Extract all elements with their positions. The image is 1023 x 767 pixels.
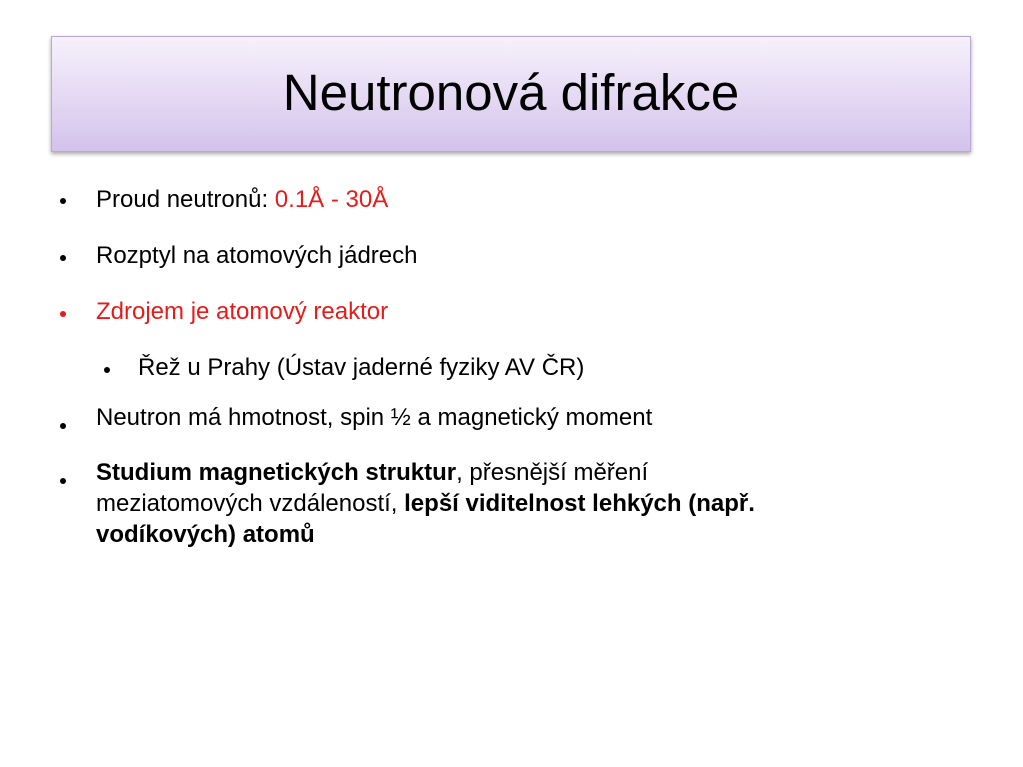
bullet-text: Rozptyl na atomových jádrech (96, 242, 418, 269)
normal-text: , přesnější měření (456, 459, 649, 486)
bullet-text: Řež u Prahy (Ústav jaderné fyziky AV ČR) (138, 354, 585, 381)
bullet-icon (60, 255, 66, 261)
bullet-item-source (96, 296, 388, 327)
bold-text: vodíkových) atomů (96, 521, 315, 548)
bullet-icon (60, 198, 66, 204)
bullet-line-2 (96, 488, 755, 519)
bullet-text: Zdrojem je atomový reaktor (96, 298, 389, 325)
sub-bullet-icon (104, 367, 110, 373)
sub-bullet-item-rez (138, 352, 584, 383)
bold-text: lepší viditelnost lehkých (např. (404, 490, 755, 517)
normal-text: meziatomových vzdáleností, (96, 490, 405, 517)
bullet-text: Neutron má hmotnost, spin ½ a magnetický moment (96, 404, 653, 431)
wavelength-range: 0.1Å - 30Å (274, 186, 389, 213)
bullet-item-scattering (96, 240, 418, 271)
bullet-item-magnetic-structures (96, 457, 755, 550)
bullet-item-beam (96, 184, 388, 215)
slide-title: Neutronová difrakce (282, 63, 740, 121)
bullet-item-neutron-properties (96, 402, 652, 433)
bullet-line-1 (96, 457, 755, 488)
bullet-line-3 (96, 519, 755, 550)
bullet-text: Proud neutronů: (96, 186, 275, 213)
bullet-icon (60, 478, 66, 484)
bullet-icon (60, 311, 66, 317)
title-box (51, 36, 971, 152)
bold-text: Studium magnetických struktur (96, 459, 457, 486)
bullet-icon (60, 423, 66, 429)
